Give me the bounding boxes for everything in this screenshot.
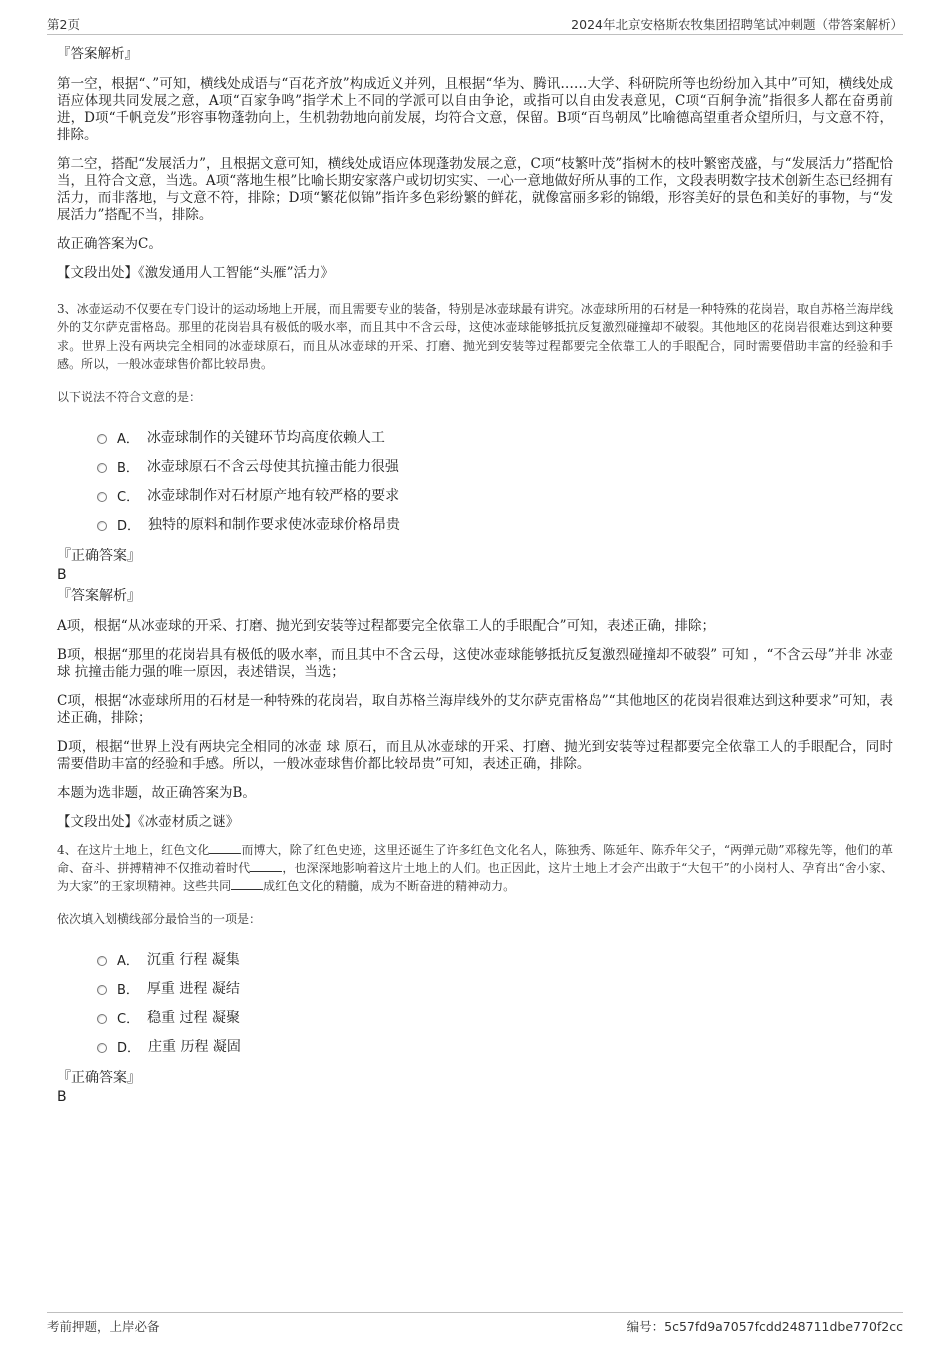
- page-number: 第2页: [47, 17, 80, 32]
- q3-option-a[interactable]: [97, 423, 893, 452]
- option-letter: C．: [117, 1011, 140, 1027]
- radio-icon[interactable]: [97, 521, 107, 531]
- option-letter: A．: [117, 953, 139, 969]
- q4-option-b[interactable]: [97, 974, 893, 1003]
- q4-answer-label: 『正确答案』: [57, 1069, 141, 1086]
- q3-analysis-label: 『答案解析』: [57, 587, 141, 604]
- option-text: 庄重 历程 凝固: [148, 1039, 241, 1056]
- option-text: 稳重 过程 凝聚: [147, 1010, 240, 1027]
- q3-answer: B: [57, 566, 67, 583]
- option-letter: B．: [117, 982, 139, 998]
- option-text: 独特的原料和制作要求使冰壶球价格昂贵: [148, 517, 401, 534]
- q4-passage: [57, 841, 893, 896]
- q4-text-3: ，也深深地影响着这片土地上的人们。也正因此，这片土地上才会产出敢于“大包干”的小岗村人、孕育出“舍小家、为大家”的王家坝精神。这些共同: [57, 861, 893, 894]
- option-text: 冰壶球制作的关键环节均高度依赖人工: [146, 430, 385, 447]
- radio-icon[interactable]: [97, 1043, 107, 1053]
- q3-analysis-d: D项，根据“世界上没有两块完全相同的冰壶 球 原石，而且从冰壶球的开采、打磨、抛光到安装等过程都要完全依靠工人的手眼配合，同时需要借助丰富的经验和手感。所以，一般冰壶球售价都比较昂贵”可知，表述正确，排除。: [57, 738, 893, 772]
- option-text: 沉重 行程 凝集: [146, 952, 240, 969]
- option-letter: A．: [117, 431, 139, 447]
- q3-prompt: 以下说法不符合文意的是：: [57, 389, 202, 404]
- blank-3: [231, 879, 263, 890]
- q4-text-1: 4、在这片土地上，红色文化: [57, 842, 210, 857]
- q2-analysis-para-1: 第一空，根据“、”可知，横线处成语与“百花齐放”构成近义并列，且根据“华为、腾讯……大学、科研院所等也纷纷加入其中”可知，横线处成语应体现共同发展之意，A项“百家争鸣”指学术上不同的学派可以自由争论，或指可以自由发表意见，C项“百舸争流”指很多人都在奋勇前进，D项“千帆竞发”形容事物蓬勃向上，生机勃勃地向前发展，均符合文意，保留。B项“百鸟朝凤”比喻德高望重者众望所归，与文意不符，排除。: [57, 76, 893, 143]
- q3-passage: 3、冰壶运动不仅要在专门设计的运动场地上开展，而且需要专业的装备，特别是冰壶球最有讲究。冰壶球所用的石材是一种特殊的花岗岩，取自苏格兰海岸线外的艾尔萨克雷格岛。那里的花岗岩具有极低的吸水率，而且其中不含云母，这使冰壶球能够抵抗反复激烈碰撞却不破裂。其他地区的花岗岩很难达到这种要求。世界上没有两块完全相同的冰壶球原石，而且从冰壶球的开采、打磨、抛光到安装等过程都要完全依靠工人的手眼配合，同时需要借助丰富的经验和手感。所以，一般冰壶球售价都比较昂贵。: [57, 302, 893, 372]
- page-footer: [47, 1312, 903, 1337]
- q2-source: 【文段出处】《激发通用人工智能“头雁”活力》: [57, 265, 335, 281]
- main-content: [57, 44, 893, 1109]
- option-letter: D．: [117, 1040, 141, 1056]
- q4-option-c[interactable]: [97, 1003, 893, 1032]
- radio-icon[interactable]: [97, 956, 107, 966]
- q4-text-2: 而博大，除了红色史迹，这里还诞生了许多红色文化名人，陈独秀、陈延年、陈乔年父子，“两弹元勋”邓稼先等，他们的革命、奋斗、拼搏精神不仅推动着时代: [57, 842, 893, 876]
- q3-options: [97, 423, 893, 539]
- radio-icon[interactable]: [97, 492, 107, 502]
- radio-icon[interactable]: [97, 1014, 107, 1024]
- option-text: 冰壶球原石不含云母使其抗撞击能力很强: [146, 459, 399, 476]
- radio-icon[interactable]: [97, 434, 107, 444]
- q2-analysis-para-2: 第二空，搭配“发展活力”，且根据文意可知，横线处成语应体现蓬勃发展之意，C项“枝繁叶茂”指树木的枝叶繁密茂盛，与“发展活力”搭配恰当，且符合文意，当选。A项“落地生根”比喻长期安家落户或切切实实、一心一意地做好所从事的工作，文段表明数字技术创新生态已经拥有活力，而非落地，与文意不符，排除；D项“繁花似锦”指许多色彩纷繁的鲜花，就像富丽多彩的锦缎，形容美好的景色和美好的事物，与“发展活力”搭配不当，排除。: [57, 156, 893, 223]
- document-title: 2024年北京安格斯农牧集团招聘笔试冲刺题（带答案解析）: [571, 17, 903, 32]
- q4-answer: B: [57, 1088, 67, 1105]
- footer-slogan: 考前押题，上岸必备: [47, 1319, 160, 1334]
- option-letter: B．: [117, 460, 139, 476]
- q4-prompt: 依次填入划横线部分最恰当的一项是：: [57, 911, 262, 926]
- q3-analysis-a: A项，根据“从冰壶球的开采、打磨、抛光到安装等过程都要完全依靠工人的手眼配合”可知，表述正确，排除；: [57, 617, 716, 634]
- blank-2: [250, 861, 282, 872]
- option-letter: D．: [117, 518, 141, 534]
- q4-option-d[interactable]: [97, 1032, 893, 1061]
- q2-conclusion: 故正确答案为C。: [57, 236, 162, 252]
- q3-source: 【文段出处】《冰壶材质之谜》: [57, 813, 240, 830]
- q3-analysis-c: C项，根据“冰壶球所用的石材是一种特殊的花岗岩，取自苏格兰海岸线外的艾尔萨克雷格岛”“其他地区的花岗岩很难达到这种要求”可知，表述正确，排除；: [57, 692, 893, 726]
- q4-options: [97, 945, 893, 1061]
- radio-icon[interactable]: [97, 463, 107, 473]
- q3-option-d[interactable]: [97, 510, 893, 539]
- blank-1: [209, 843, 241, 854]
- document-code: 编号：5c57fd9a7057fcdd248711dbe770f2cc: [626, 1319, 903, 1334]
- q3-analysis-b: B项，根据“那里的花岗岩具有极低的吸水率，而且其中不含云母，这使冰壶球能够抵抗反复激烈碰撞却不破裂” 可知 ，“不含云母”并非 冰壶球 抗撞击能力强的唯一原因，表述错误，当选；: [57, 646, 893, 680]
- radio-icon[interactable]: [97, 985, 107, 995]
- q2-analysis-label: 『答案解析』: [57, 46, 138, 62]
- q3-conclusion: 本题为选非题，故正确答案为B。: [57, 784, 256, 801]
- q4-option-a[interactable]: [97, 945, 893, 974]
- q4-text-4: 成红色文化的精髓，成为不断奋进的精神动力。: [263, 879, 516, 894]
- q3-option-c[interactable]: [97, 481, 893, 510]
- page-header: [47, 12, 903, 35]
- q3-answer-label: 『正确答案』: [57, 547, 141, 564]
- option-letter: C．: [117, 489, 140, 505]
- option-text: 厚重 进程 凝结: [146, 981, 240, 998]
- q3-option-b[interactable]: [97, 452, 893, 481]
- option-text: 冰壶球制作对石材原产地有较严格的要求: [147, 488, 400, 505]
